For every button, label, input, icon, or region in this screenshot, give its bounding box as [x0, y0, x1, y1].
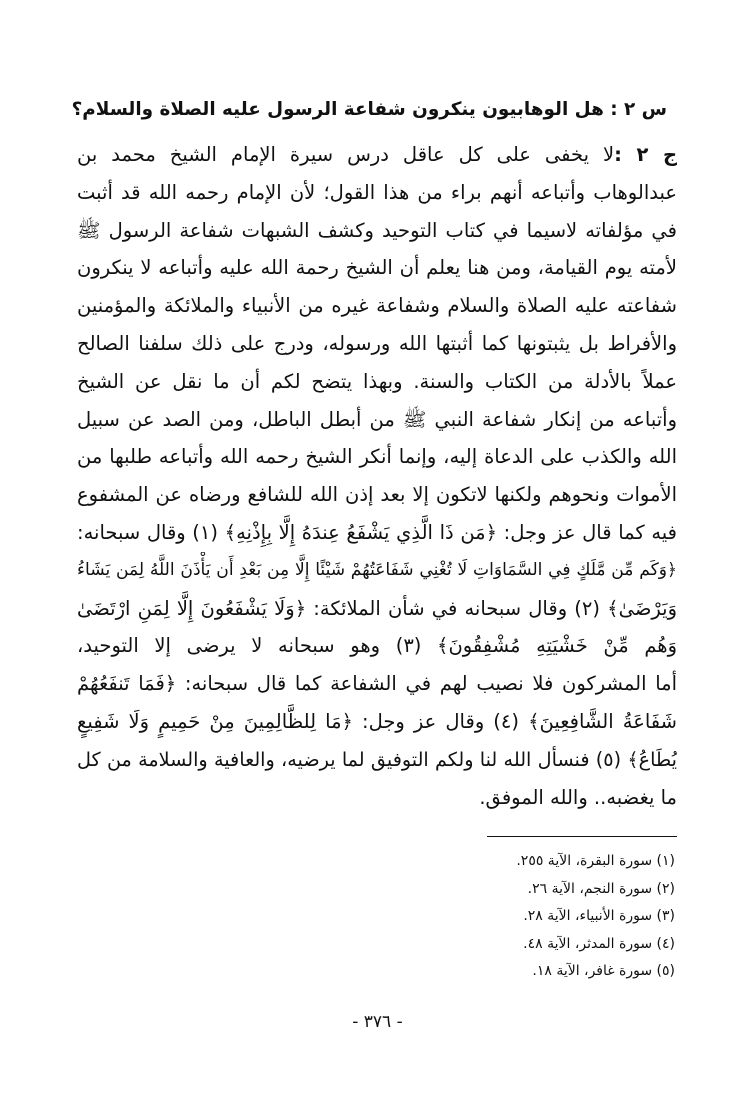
footnote: (٢) سورة النجم، الآية ٢٦. [527, 880, 675, 897]
answer-line: الأموات ونحوهم ولكنها لاتكون إلا بعد إذن الله للشافع ورضاه عن المشفوع [77, 483, 677, 507]
answer-line: في مؤلفاته لاسيما في كتاب التوحيد وكشف الشبهات شفاعة الرسول ﷺ [77, 218, 677, 242]
answer-line: لأمته يوم القيامة، ومن هنا يعلم أن الشيخ رحمة الله عليه وأتباعه لا ينكرون [77, 256, 677, 280]
footnote-divider [487, 836, 677, 837]
answer-line: يُطَاعُ﴾ (٥) فنسأل الله لنا ولكم التوفيق لما يرضيه، والعافية والسلامة من كل [77, 747, 677, 771]
footnote: (١) سورة البقرة، الآية ٢٥٥. [516, 853, 675, 869]
answer-line: شفاعته عليه الصلاة والسلام وشفاعة غيره من الأنبياء والملائكة والمؤمنين [77, 294, 677, 318]
answer-label: ج ٢ : [614, 143, 677, 166]
answer-line: عملاً بالأدلة من الكتاب والسنة. وبهذا يتضح لكم أن ما نقل عن الشيخ [77, 369, 677, 393]
footnote: (٤) سورة المدثر، الآية ٤٨. [523, 935, 675, 952]
answer-line: والأفراط بل يثبتونها كما أثبتها الله ورسوله، ودرج على ذلك سلفنا الصالح [77, 331, 677, 355]
footnote: (٥) سورة غافر، الآية ١٨. [532, 963, 675, 979]
answer-line: ج ٢ :لا يخفى على كل عاقل درس سيرة الإمام الشيخ محمد بن [77, 143, 677, 166]
answer-line: ما يغضبه.. والله الموفق. [479, 785, 677, 809]
answer-line: شَفَاعَةُ الشَّافِعِينَ﴾ (٤) وقال عز وجل: ﴿مَا لِلظَّالِمِينَ مِنْ حَمِيمٍ وَلَا شَفِيعٍ [77, 709, 677, 733]
footnote: (٣) سورة الأنبياء، الآية ٢٨. [523, 908, 675, 924]
answer-line: فيه كما قال عز وجل: ﴿مَن ذَا الَّذِي يَشْفَعُ عِندَهُ إِلَّا بِإِذْنِهِ﴾ (١) وقال سبحانه: [77, 520, 677, 544]
answer-line: أما المشركون فلا نصيب لهم في الشفاعة كما قال سبحانه: ﴿فَمَا تَنفَعُهُمْ [77, 672, 677, 696]
quran-verse-line: ﴿وَكَم مِّن مَّلَكٍ فِي السَّمَاوَاتِ لَا تُغْنِي شَفَاعَتُهُمْ شَيْئًا إِلَّا مِن بَعْدِ أَن يَأْذَنَ اللَّهُ لِمَن يَشَاءُ [77, 559, 677, 580]
answer-line: الله والكذب على الدعاة إليه، وإنما أنكر الشيخ رحمه الله وأتباعه طلبها من [77, 445, 677, 469]
question-heading: س ٢ : هل الوهابيون ينكرون شفاعة الرسول عليه الصلاة والسلام؟ [71, 99, 667, 120]
answer-line: وأتباعه من إنكار شفاعة النبي ﷺ من أبطل الباطل، ومن الصد عن سبيل [77, 407, 677, 431]
answer-body [77, 136, 677, 816]
answer-line: وَيَرْضَىٰ﴾ (٢) وقال سبحانه في شأن الملائكة: ﴿وَلَا يَشْفَعُونَ إِلَّا لِمَنِ ارْتَضَىٰ [77, 596, 677, 620]
page-number: - ٣٧٦ - [352, 1012, 403, 1032]
footnotes [275, 848, 675, 986]
answer-line: عبدالوهاب وأتباعه أنهم براء من هذا القول؛ لأن الإمام رحمه الله قد أثبت [77, 180, 677, 204]
answer-line: وَهُم مِّنْ خَشْيَتِهِ مُشْفِقُونَ﴾ (٣) وهو سبحانه لا يرضى إلا التوحيد، [77, 634, 677, 658]
